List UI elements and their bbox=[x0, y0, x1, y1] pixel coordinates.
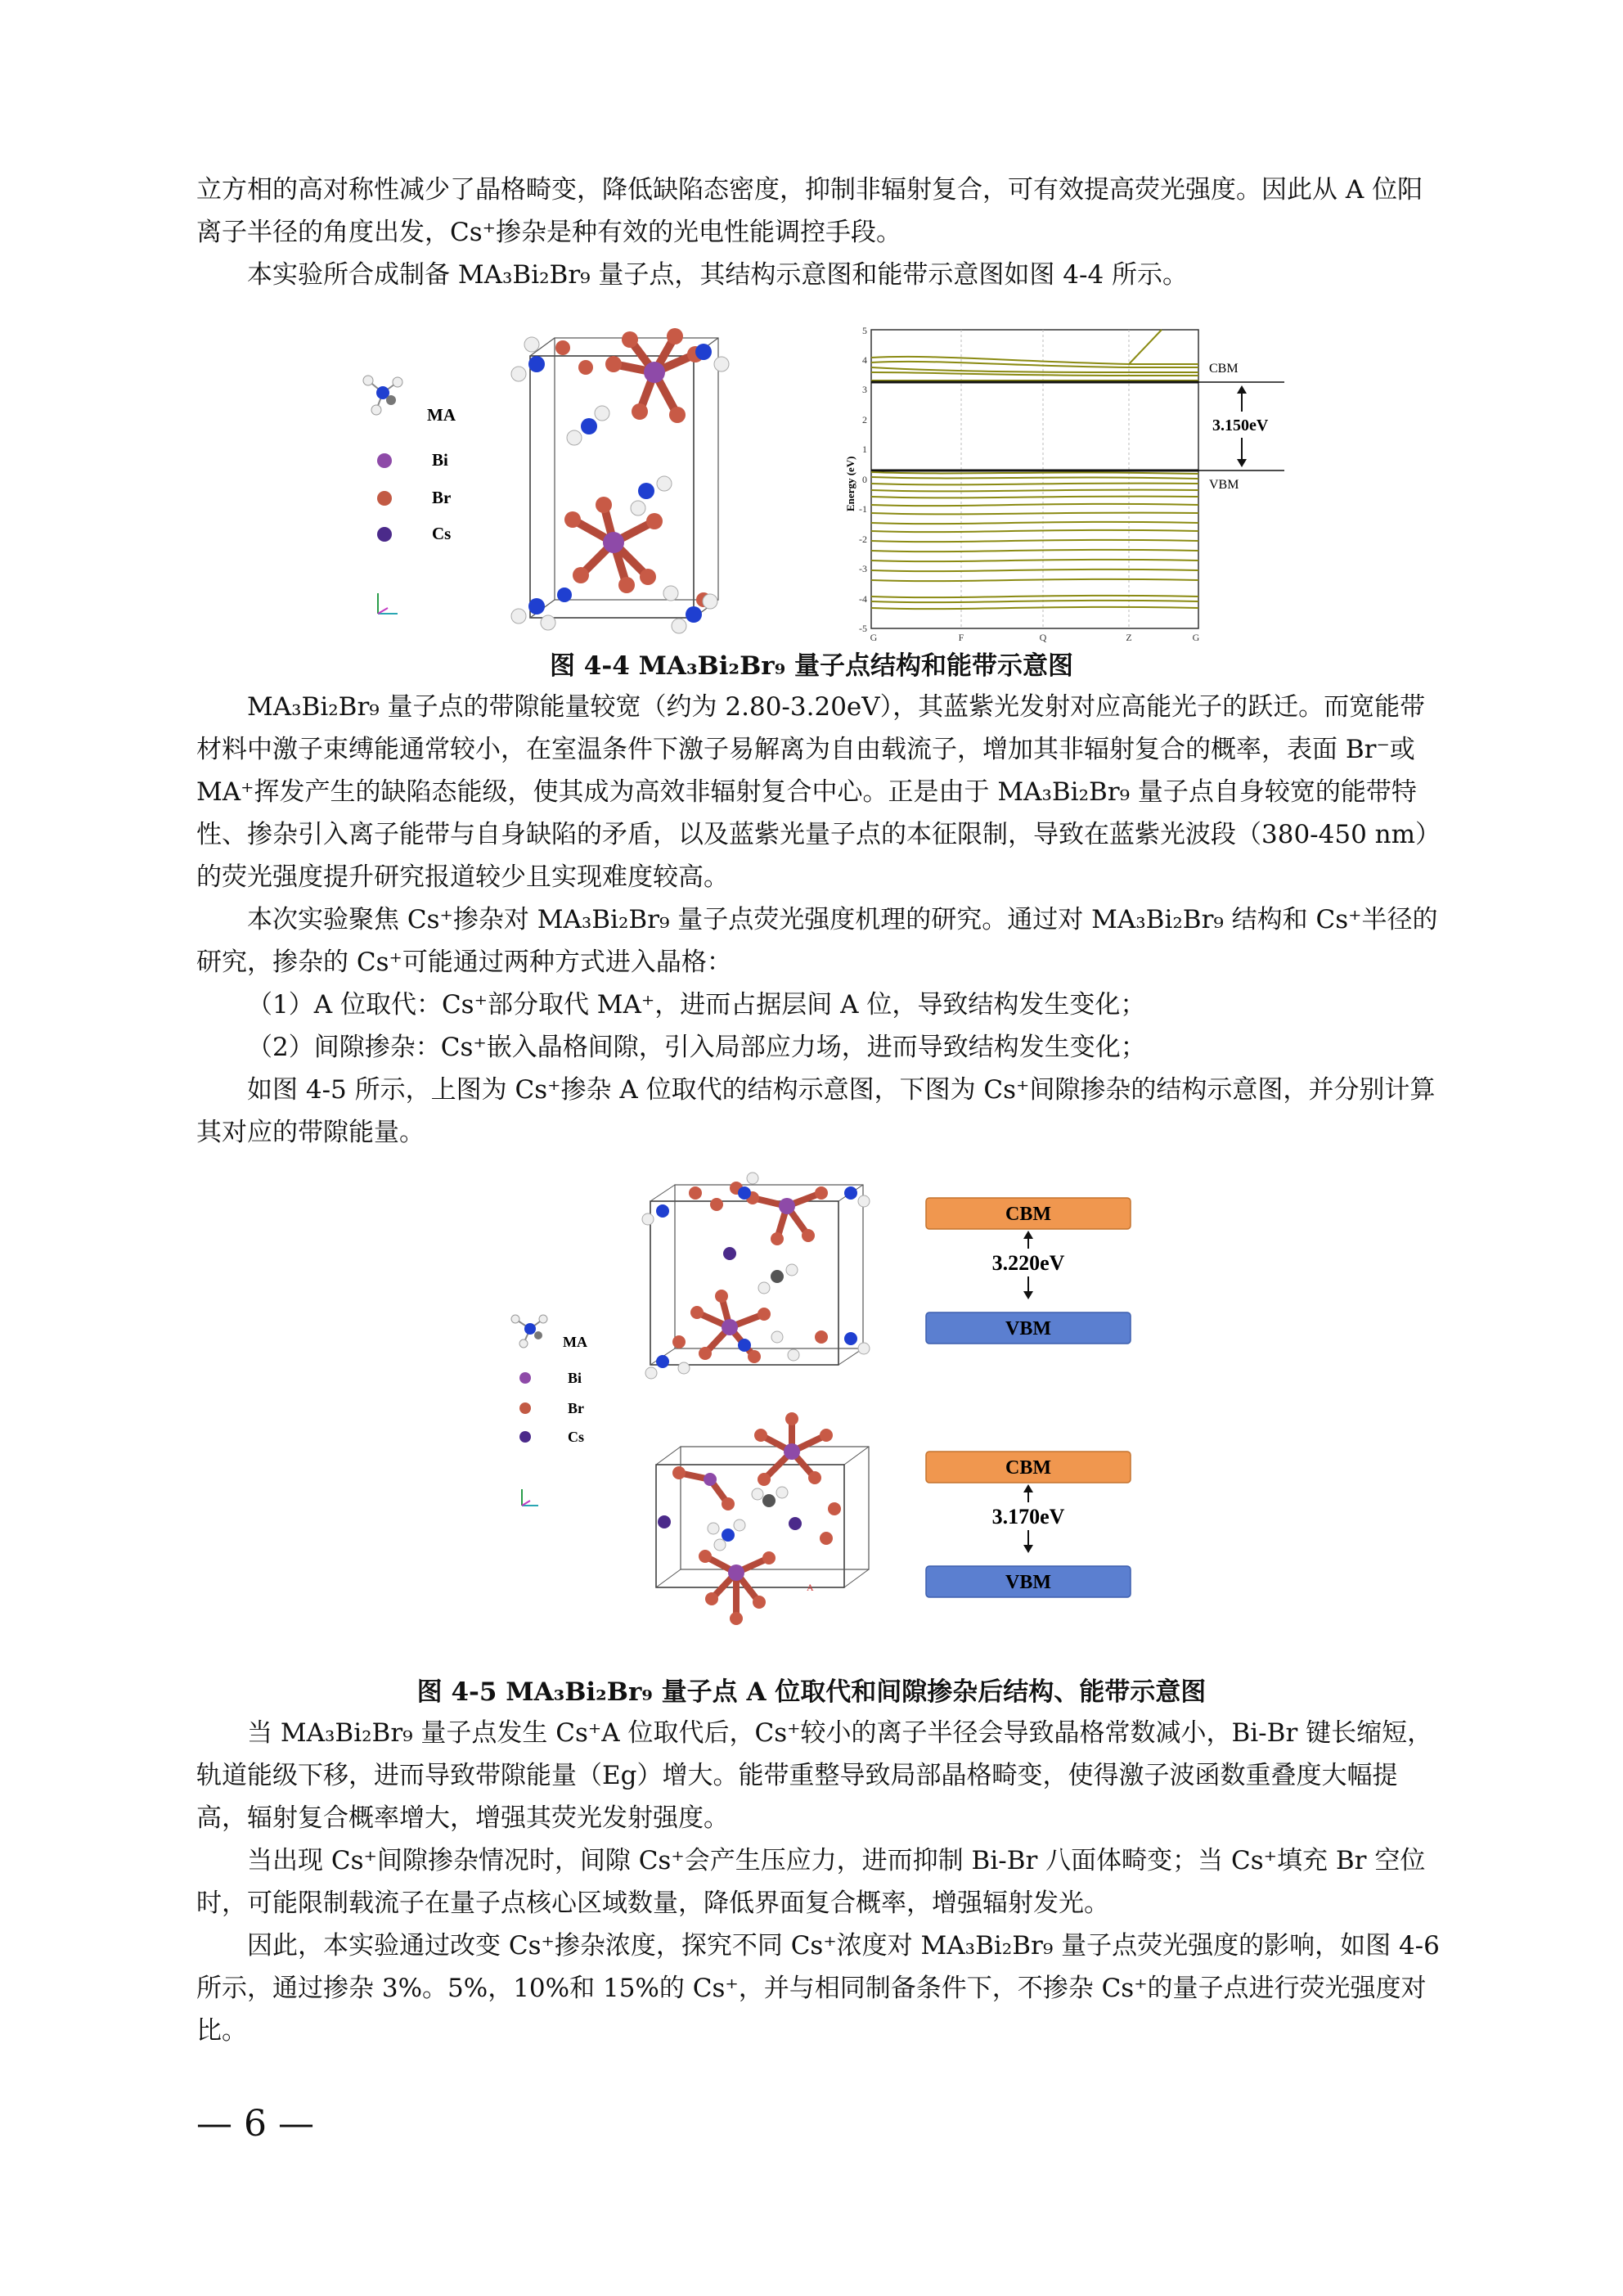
ma-molecule-icon bbox=[511, 1315, 547, 1348]
cbm-label: CBM bbox=[1005, 1457, 1051, 1479]
ytick: -4 bbox=[859, 593, 867, 605]
figure-4-5-legend bbox=[511, 1315, 587, 1506]
figure-4-4-caption: 图 4-4 MA₃Bi₂Br₉ 量子点结构和能带示意图 bbox=[550, 651, 1073, 681]
cbm-label: CBM bbox=[1005, 1204, 1051, 1225]
bi-atom-icon bbox=[519, 1372, 531, 1384]
legend-cs: Cs bbox=[568, 1429, 585, 1445]
figure-4-5-caption: 图 4-5 MA₃Bi₂Br₉ 量子点 A 位取代和间隙掺杂后结构、能带示意图 bbox=[416, 1677, 1207, 1707]
paragraph-10: 因此，本实验通过改变 Cs⁺掺杂浓度，探究不同 Cs⁺浓度对 MA₃Bi₂Br₉ 量子点荧光强度的影响，如图 4-6 所示，通过掺杂 3%。5%，10%和 15%的 Cs⁺，并与相同制备条件下，不掺杂 Cs⁺的量子点进行荧光强度对比。 bbox=[196, 1931, 1440, 2046]
ytick: -2 bbox=[859, 533, 867, 545]
bi-atom-icon bbox=[377, 453, 392, 468]
band-gap-label: 3.170eV bbox=[991, 1505, 1065, 1528]
ytick: -5 bbox=[859, 623, 867, 634]
xtick: G bbox=[870, 632, 878, 642]
legend-bi: Bi bbox=[568, 1370, 582, 1386]
cs-atom-icon bbox=[377, 527, 392, 542]
paragraph-2: 本实验所合成制备 MA₃Bi₂Br₉ 量子点，其结构示意图和能带示意图如图 4-4 所示。 bbox=[247, 260, 1189, 290]
band-vbm-label: VBM bbox=[1209, 478, 1239, 492]
paragraph-1: 立方相的高对称性减少了晶格畸变，降低缺陷态密度，抑制非辐射复合，可有效提高荧光强度。因此从 A 位阳离子半径的角度出发，Cs⁺掺杂是种有效的光电性能调控手段。 bbox=[196, 175, 1423, 247]
paragraph-6: （2）间隙掺杂：Cs⁺嵌入晶格间隙，引入局部应力场，进而导致结构发生变化； bbox=[247, 1033, 1146, 1062]
paragraph-4: 本次实验聚焦 Cs⁺掺杂对 MA₃Bi₂Br₉ 量子点荧光强度机理的研究。通过对 MA₃Bi₂Br₉ 结构和 Cs⁺半径的研究，掺杂的 Cs⁺可能通过两种方式进入晶格： bbox=[196, 905, 1438, 977]
legend-ma: MA bbox=[427, 405, 456, 425]
xtick: F bbox=[958, 632, 964, 642]
ytick: 2 bbox=[862, 414, 867, 425]
vbm-label: VBM bbox=[1005, 1318, 1051, 1339]
paragraph-9: 当出现 Cs⁺间隙掺杂情况时，间隙 Cs⁺会产生压应力，进而抑制 Bi-Br 八面体畸变；当 Cs⁺填充 Br 空位时，可能限制载流子在量子点核心区域数量，降低界面复合概率，增强辐射发光。 bbox=[196, 1846, 1426, 1918]
paragraph-8: 当 MA₃Bi₂Br₉ 量子点发生 Cs⁺A 位取代后，Cs⁺较小的离子半径会导致晶格常数减小，Bi-Br 键长缩短，轨道能级下移，进而导致带隙能量（Eg）增大。能带重整导致局部晶格畸变，使得激子波函数重叠度大幅提高，辐射复合概率增大，增强其荧光发射强度。 bbox=[196, 1718, 1433, 1833]
legend-bi: Bi bbox=[432, 450, 448, 470]
xtick: Q bbox=[1039, 632, 1047, 642]
band-cbm-label: CBM bbox=[1209, 362, 1239, 376]
band-diagram-a-site bbox=[926, 1198, 1131, 1344]
legend-br: Br bbox=[432, 488, 452, 507]
paragraph-5: （1）A 位取代：Cs⁺部分取代 MA⁺，进而占据层间 A 位，导致结构发生变化； bbox=[247, 990, 1146, 1020]
page-number: — 6 — bbox=[196, 2103, 314, 2145]
figure-4-4 bbox=[344, 315, 1284, 642]
ytick: 0 bbox=[862, 474, 867, 485]
paragraph-7: 如图 4-5 所示，上图为 Cs⁺掺杂 A 位取代的结构示意图，下图为 Cs⁺间隙掺杂的结构示意图，并分别计算其对应的带隙能量。 bbox=[196, 1075, 1436, 1147]
xtick: G bbox=[1192, 632, 1200, 642]
cs-atom-icon bbox=[519, 1431, 531, 1443]
ytick: -3 bbox=[859, 563, 867, 574]
ytick: 4 bbox=[862, 354, 867, 366]
legend-cs: Cs bbox=[432, 524, 452, 543]
figure-4-4-legend bbox=[363, 376, 456, 614]
svg-text:A: A bbox=[807, 1582, 814, 1593]
paragraph-3: MA₃Bi₂Br₉ 量子点的带隙能量较宽（约为 2.80-3.20eV），其蓝紫光发射对应高能光子的跃迁。而宽能带材料中激子束缚能通常较小，在室温条件下激子易解离为自由载流子，增加其非辐射复合的概率，表面 Br⁻或 MA⁺挥发产生的缺陷态能级，使其成为高效非辐射复合中心。正是由于 MA₃Bi₂Br₉ 量子点自身较宽的能带特性、掺杂引入离子能带与自身缺陷的矛盾，以及蓝紫光量子点的本征限制，导致在蓝紫光波段（380-450 nm）的荧光强度提升研究报道较少且实现难度较高。 bbox=[196, 692, 1428, 892]
legend-br: Br bbox=[568, 1400, 584, 1416]
vbm-label: VBM bbox=[1005, 1572, 1051, 1593]
figure-4-5 bbox=[491, 1168, 1145, 1669]
ytick: 1 bbox=[862, 443, 867, 455]
xtick: Z bbox=[1126, 632, 1132, 642]
ma-molecule-icon bbox=[363, 376, 402, 415]
axis-triad-icon bbox=[522, 1489, 538, 1506]
band-structure-4-4 bbox=[844, 325, 1284, 642]
ytick: 3 bbox=[862, 384, 867, 395]
axis-triad-icon bbox=[378, 593, 398, 614]
band-gap-label: 3.220eV bbox=[991, 1251, 1065, 1275]
band-ylabel: Energy (eV) bbox=[844, 456, 856, 511]
band-diagram-interstitial bbox=[926, 1452, 1131, 1597]
band-gap-label: 3.150eV bbox=[1212, 416, 1269, 434]
crystal-structure-4-4 bbox=[511, 328, 729, 633]
crystal-structure-interstitial bbox=[656, 1412, 869, 1625]
legend-ma: MA bbox=[563, 1334, 587, 1350]
ytick: -1 bbox=[859, 503, 867, 515]
br-atom-icon bbox=[519, 1402, 531, 1414]
ytick: 5 bbox=[862, 325, 867, 336]
br-atom-icon bbox=[377, 491, 392, 506]
crystal-structure-a-site bbox=[642, 1173, 870, 1379]
